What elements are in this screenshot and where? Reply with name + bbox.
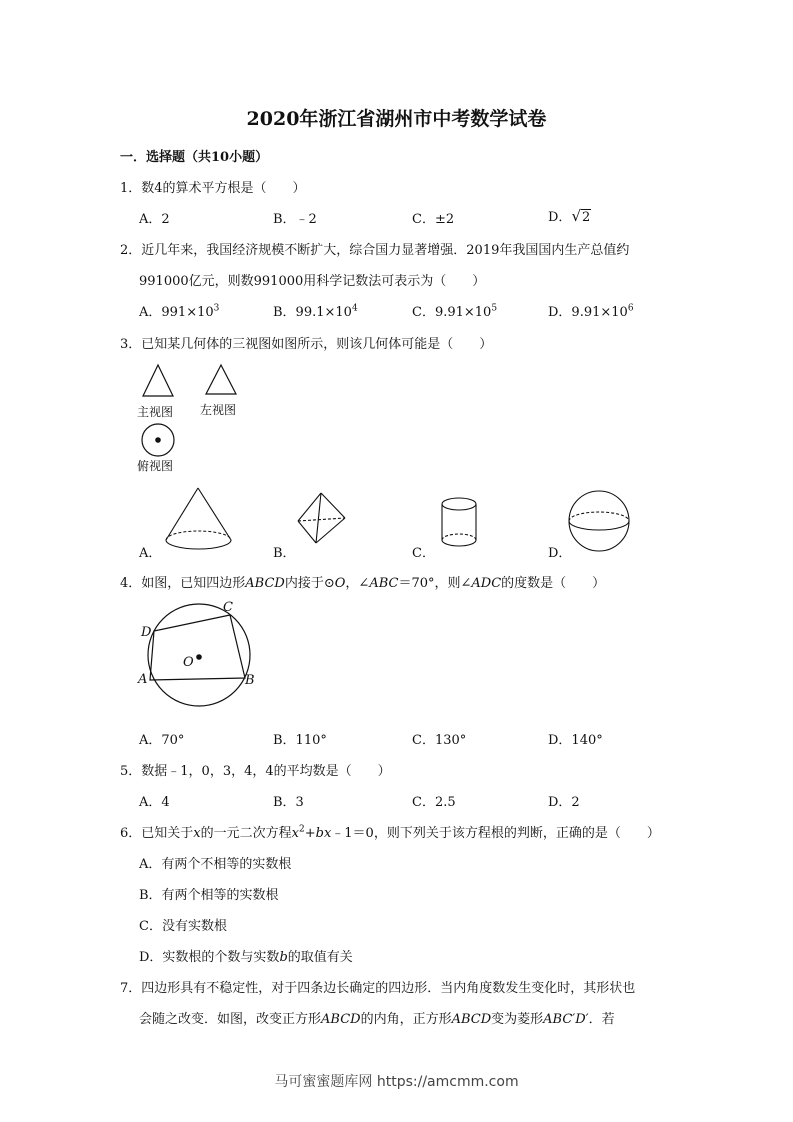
q1-option-c: C．±2 (412, 212, 455, 227)
q6-var-x: x (193, 826, 201, 841)
q4-abc: ABC (369, 576, 399, 591)
q5-option-a: A．4 (139, 795, 170, 810)
q7-l2-abcd: ABCD (321, 1012, 361, 1027)
question-7-line1: 7．四边形具有不稳定性，对于四条边长确定的四边形．当内角度数发生变化时，其形状也 (120, 981, 636, 996)
q4-option-a: A．70° (139, 733, 185, 748)
top-view-label: 俯视图 (137, 459, 174, 473)
question-2-line1: 2．近几年来，我国经济规模不断扩大，综合国力显著增强．2019年我国国内生产总值约 (120, 243, 630, 258)
q1-option-a: A．2 (139, 212, 170, 227)
q4-option-c: C．130° (412, 733, 467, 748)
question-2-line2: 991000亿元，则数991000用科学记数法可表示为（ ） (139, 274, 486, 289)
q2-d-base: D．9.91×10 (548, 305, 628, 320)
q3-option-c: C． (412, 546, 435, 561)
q3-option-d: D． (548, 546, 572, 561)
q1-option-b: B．﹣2 (273, 212, 317, 227)
q7-l2-post: ．若 (588, 1012, 615, 1027)
footer-watermark: 马可蜜蜜题库网 https://amcmm.com (274, 1074, 519, 1090)
q6-option-a: A．有两个不相等的实数根 (139, 857, 292, 872)
q6-text-pre: 6．已知关于 (120, 826, 194, 841)
q4-text-post: 的度数是（ ） (501, 576, 606, 591)
left-view-label: 左视图 (200, 403, 237, 417)
question-7-line2 (139, 1008, 615, 1027)
q4-text-pre: 4．如图，已知四边形 (120, 576, 246, 591)
q2-d-exp: 6 (627, 303, 634, 314)
q2-b-base: B．99.1×10 (273, 305, 352, 320)
q5-option-b: B．3 (273, 795, 304, 810)
q6-eq-rest: ﹣1＝0，则下列关于该方程根的判断，正确的是（ ） (331, 826, 660, 841)
q3-option-a: A． (139, 546, 162, 561)
q6-eq-x: x (291, 826, 299, 841)
q6-option-d (139, 946, 353, 965)
q6-eq-plus: + (304, 826, 316, 841)
front-view-label: 主视图 (137, 405, 174, 419)
q4-text-mid2: ，∠ (345, 576, 370, 591)
question-5: 5．数据﹣1，0，3，4，4的平均数是（ ） (120, 764, 391, 779)
q7-l2-mid2: 变为菱形 (491, 1012, 544, 1027)
q2-a-exp: 3 (213, 303, 220, 314)
question-3: 3．已知某几何体的三视图如图所示，则该几何体可能是（ ） (120, 337, 493, 352)
q4-text-mid3: ＝70°，则∠ (398, 576, 472, 591)
q6-eq-exp: 2 (298, 824, 305, 835)
q6-text-mid: 的一元二次方程 (200, 826, 292, 841)
quadrilateral-abcd (150, 615, 245, 680)
point-label-b: B (245, 673, 255, 688)
center-point-o (196, 654, 202, 660)
q2-c-exp: 5 (491, 303, 498, 314)
point-label-c: C (223, 600, 233, 615)
question-1: 1．数4的算术平方根是（ ） (120, 181, 306, 196)
q1-option-d-prefix: D． (548, 210, 572, 225)
q4-o: O (334, 576, 346, 591)
q5-option-d: D．2 (548, 795, 580, 810)
question-6 (120, 822, 660, 841)
point-label-d: D (141, 625, 152, 640)
q7-l2-abcd2: ABCD (451, 1012, 492, 1027)
section-heading: 一．选择题（共10小题） (120, 150, 269, 165)
q7-l2-abcd3: ABC′D′ (543, 1012, 589, 1027)
sqrt-sign: √ (571, 207, 581, 225)
q2-c-base: C．9.91×10 (412, 305, 492, 320)
q5-option-c: C．2.5 (412, 795, 456, 810)
q6-option-b: B．有两个相等的实数根 (139, 888, 279, 903)
q6-d-post: 的取值有关 (287, 950, 353, 965)
sqrt-radicand: 2 (582, 210, 591, 225)
q4-option-b: B．110° (273, 733, 327, 748)
q6-d-pre: D．实数根的个数与实数 (139, 950, 280, 965)
q4-adc: ADC (471, 576, 502, 591)
q2-a-base: A．991×10 (139, 305, 214, 320)
q7-l2-pre: 会随之改变．如图，改变正方形 (139, 1012, 322, 1027)
q4-option-d: D．140° (548, 733, 603, 748)
q2-b-exp: 4 (351, 303, 358, 314)
point-label-o: O (183, 655, 194, 670)
q3-option-b: B． (273, 546, 296, 561)
q6-d-b: b (279, 950, 288, 965)
point-label-a: A (138, 672, 148, 687)
page-title: 2020年浙江省湖州市中考数学试卷 (246, 108, 547, 130)
q4-text-mid1: 内接于⊙ (284, 576, 335, 591)
q7-l2-mid: 的内角，正方形 (360, 1012, 452, 1027)
q6-option-c: C．没有实数根 (139, 919, 227, 934)
q4-abcd: ABCD (245, 576, 285, 591)
q6-eq-bx: bx (315, 826, 332, 841)
